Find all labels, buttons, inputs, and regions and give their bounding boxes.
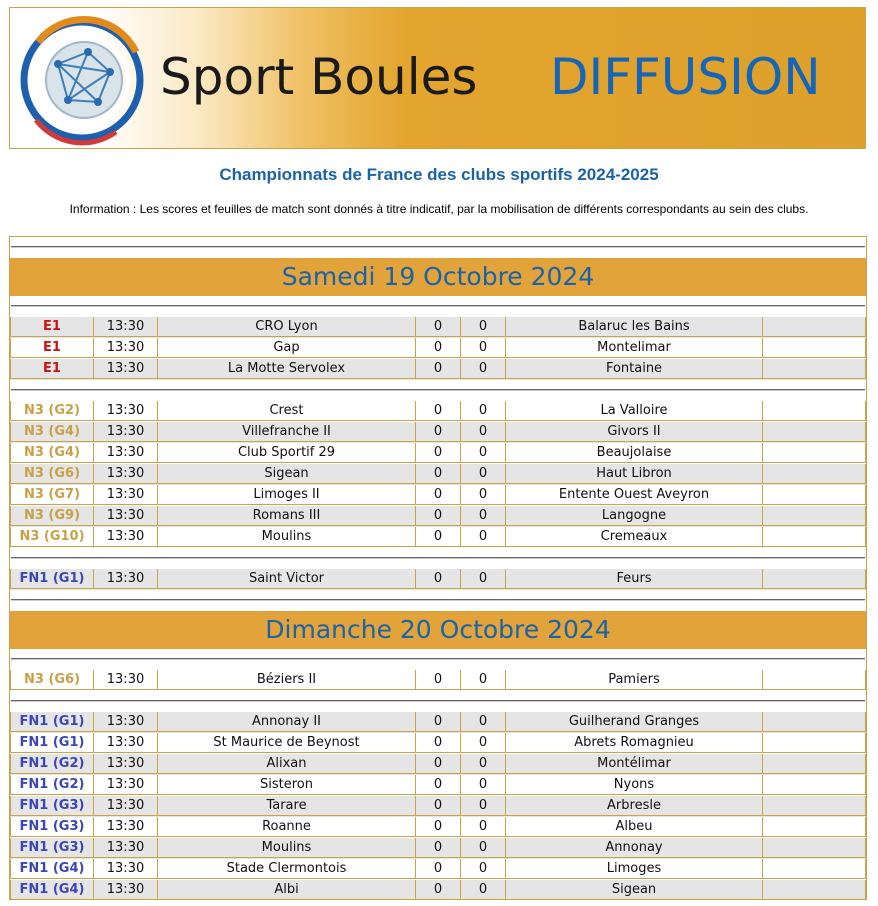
home-score: 0 [416, 880, 461, 900]
match-time: 13:30 [94, 712, 158, 732]
division-label: N3 (G10) [10, 527, 94, 547]
home-score: 0 [416, 506, 461, 526]
match-row [10, 754, 866, 775]
division-label: FN1 (G3) [10, 796, 94, 816]
home-score: 0 [416, 670, 461, 690]
away-score: 0 [461, 485, 506, 505]
match-row [10, 401, 866, 422]
away-team: Nyons [506, 775, 763, 795]
away-team: Pamiers [506, 670, 763, 690]
match-sheet-cell [763, 338, 866, 358]
match-sheet-cell [763, 712, 866, 732]
home-team: CRO Lyon [158, 317, 416, 337]
home-team: Alixan [158, 754, 416, 774]
home-score: 0 [416, 464, 461, 484]
away-score: 0 [461, 443, 506, 463]
home-team: Gap [158, 338, 416, 358]
division-label: FN1 (G2) [10, 775, 94, 795]
home-score: 0 [416, 338, 461, 358]
division-label: FN1 (G3) [10, 817, 94, 837]
away-team: Arbresle [506, 796, 763, 816]
home-score: 0 [416, 712, 461, 732]
home-team: Limoges II [158, 485, 416, 505]
match-sheet-cell [763, 880, 866, 900]
match-sheet-cell [763, 733, 866, 753]
match-time: 13:30 [94, 880, 158, 900]
match-row [10, 359, 866, 380]
match-time: 13:30 [94, 817, 158, 837]
match-time: 13:30 [94, 338, 158, 358]
home-team: Annonay II [158, 712, 416, 732]
home-score: 0 [416, 569, 461, 589]
match-time: 13:30 [94, 754, 158, 774]
match-sheet-cell [763, 464, 866, 484]
match-sheet-cell [763, 775, 866, 795]
match-time: 13:30 [94, 506, 158, 526]
away-team: La Valloire [506, 401, 763, 421]
match-sheet-cell [763, 506, 866, 526]
home-score: 0 [416, 733, 461, 753]
away-team: Albeu [506, 817, 763, 837]
home-team: Tarare [158, 796, 416, 816]
match-row [10, 338, 866, 359]
division-label: E1 [10, 317, 94, 337]
section-divider [10, 691, 866, 712]
home-team: Villefranche II [158, 422, 416, 442]
match-sheet-cell [763, 670, 866, 690]
away-team: Limoges [506, 859, 763, 879]
section-divider [10, 548, 866, 569]
section-divider [10, 380, 866, 401]
match-row [10, 859, 866, 880]
division-label: FN1 (G1) [10, 712, 94, 732]
match-row [10, 880, 866, 900]
division-label: FN1 (G1) [10, 569, 94, 589]
home-team: Roanne [158, 817, 416, 837]
match-sheet-cell [763, 359, 866, 379]
section-divider [10, 649, 866, 670]
match-row [10, 317, 866, 338]
home-team: Stade Clermontois [158, 859, 416, 879]
away-team: Beaujolaise [506, 443, 763, 463]
match-sheet-cell [763, 401, 866, 421]
match-row [10, 838, 866, 859]
away-team: Feurs [506, 569, 763, 589]
match-row [10, 506, 866, 527]
page-title: Championnats de France des clubs sportifs 2024-2025 [219, 165, 659, 184]
division-label: N3 (G2) [10, 401, 94, 421]
match-sheet-cell [763, 527, 866, 547]
day-header: Samedi 19 Octobre 2024 [10, 258, 866, 296]
away-score: 0 [461, 754, 506, 774]
away-score: 0 [461, 338, 506, 358]
home-score: 0 [416, 317, 461, 337]
brand-name-sport-boules: Sport Boules [160, 48, 478, 106]
match-row [10, 569, 866, 590]
away-score: 0 [461, 506, 506, 526]
home-team: Béziers II [158, 670, 416, 690]
section-divider [10, 590, 866, 611]
home-score: 0 [416, 754, 461, 774]
away-score: 0 [461, 359, 506, 379]
division-label: FN1 (G4) [10, 859, 94, 879]
match-row [10, 485, 866, 506]
home-score: 0 [416, 796, 461, 816]
home-score: 0 [416, 422, 461, 442]
division-label: FN1 (G3) [10, 838, 94, 858]
match-row [10, 464, 866, 485]
away-score: 0 [461, 317, 506, 337]
away-team: Montelimar [506, 338, 763, 358]
match-time: 13:30 [94, 485, 158, 505]
division-label: E1 [10, 338, 94, 358]
home-team: Club Sportif 29 [158, 443, 416, 463]
home-score: 0 [416, 485, 461, 505]
away-team: Montélimar [506, 754, 763, 774]
away-team: Haut Libron [506, 464, 763, 484]
match-sheet-cell [763, 569, 866, 589]
match-sheet-cell [763, 796, 866, 816]
match-sheet-cell [763, 422, 866, 442]
away-score: 0 [461, 880, 506, 900]
division-label: N3 (G4) [10, 443, 94, 463]
away-team: Cremeaux [506, 527, 763, 547]
match-sheet-cell [763, 838, 866, 858]
match-time: 13:30 [94, 401, 158, 421]
home-team: Albi [158, 880, 416, 900]
division-label: N3 (G6) [10, 670, 94, 690]
match-time: 13:30 [94, 796, 158, 816]
away-score: 0 [461, 569, 506, 589]
home-score: 0 [416, 527, 461, 547]
match-sheet-cell [763, 485, 866, 505]
section-divider [10, 237, 866, 258]
home-score: 0 [416, 401, 461, 421]
division-label: N3 (G6) [10, 464, 94, 484]
division-label: FN1 (G1) [10, 733, 94, 753]
away-score: 0 [461, 775, 506, 795]
home-team: Moulins [158, 838, 416, 858]
away-team: Guilherand Granges [506, 712, 763, 732]
away-team: Givors II [506, 422, 763, 442]
match-row [10, 422, 866, 443]
away-team: Abrets Romagnieu [506, 733, 763, 753]
match-time: 13:30 [94, 569, 158, 589]
away-score: 0 [461, 712, 506, 732]
division-label: N3 (G7) [10, 485, 94, 505]
match-time: 13:30 [94, 443, 158, 463]
match-time: 13:30 [94, 317, 158, 337]
away-score: 0 [461, 796, 506, 816]
away-score: 0 [461, 401, 506, 421]
away-score: 0 [461, 670, 506, 690]
match-row [10, 796, 866, 817]
away-score: 0 [461, 859, 506, 879]
section-divider [10, 296, 866, 317]
match-time: 13:30 [94, 859, 158, 879]
match-time: 13:30 [94, 464, 158, 484]
division-label: N3 (G9) [10, 506, 94, 526]
division-label: E1 [10, 359, 94, 379]
match-time: 13:30 [94, 670, 158, 690]
home-team: Moulins [158, 527, 416, 547]
home-team: Saint Victor [158, 569, 416, 589]
match-sheet-cell [763, 317, 866, 337]
match-sheet-cell [763, 443, 866, 463]
match-row [10, 817, 866, 838]
home-score: 0 [416, 838, 461, 858]
match-row [10, 670, 866, 691]
home-team: La Motte Servolex [158, 359, 416, 379]
away-score: 0 [461, 817, 506, 837]
match-row [10, 443, 866, 464]
match-row [10, 775, 866, 796]
match-row [10, 733, 866, 754]
home-score: 0 [416, 817, 461, 837]
day-header: Dimanche 20 Octobre 2024 [10, 611, 866, 649]
brand-name-diffusion: DIFFUSION [550, 48, 821, 106]
site-banner [9, 7, 866, 149]
home-team: Crest [158, 401, 416, 421]
away-score: 0 [461, 464, 506, 484]
match-time: 13:30 [94, 359, 158, 379]
division-label: FN1 (G4) [10, 880, 94, 900]
match-time: 13:30 [94, 422, 158, 442]
away-team: Fontaine [506, 359, 763, 379]
home-team: St Maurice de Beynost [158, 733, 416, 753]
boules-globe-logo-icon [18, 12, 158, 146]
home-team: Sigean [158, 464, 416, 484]
away-team: Balaruc les Bains [506, 317, 763, 337]
info-notice: Information : Les scores et feuilles de match sont donnés à titre indicatif, par la mobilisation de différents correspondants au sein des clubs. [69, 202, 809, 216]
away-score: 0 [461, 733, 506, 753]
home-score: 0 [416, 359, 461, 379]
away-team: Sigean [506, 880, 763, 900]
home-team: Sisteron [158, 775, 416, 795]
away-score: 0 [461, 527, 506, 547]
home-score: 0 [416, 443, 461, 463]
home-score: 0 [416, 859, 461, 879]
match-time: 13:30 [94, 527, 158, 547]
division-label: N3 (G4) [10, 422, 94, 442]
away-team: Langogne [506, 506, 763, 526]
home-team: Romans III [158, 506, 416, 526]
division-label: FN1 (G2) [10, 754, 94, 774]
match-time: 13:30 [94, 838, 158, 858]
match-row [10, 527, 866, 548]
match-sheet-cell [763, 754, 866, 774]
match-sheet-cell [763, 859, 866, 879]
match-row [10, 712, 866, 733]
match-sheet-cell [763, 817, 866, 837]
away-score: 0 [461, 422, 506, 442]
schedule-table [9, 236, 867, 900]
home-score: 0 [416, 775, 461, 795]
match-time: 13:30 [94, 775, 158, 795]
match-time: 13:30 [94, 733, 158, 753]
away-team: Entente Ouest Aveyron [506, 485, 763, 505]
away-score: 0 [461, 838, 506, 858]
away-team: Annonay [506, 838, 763, 858]
